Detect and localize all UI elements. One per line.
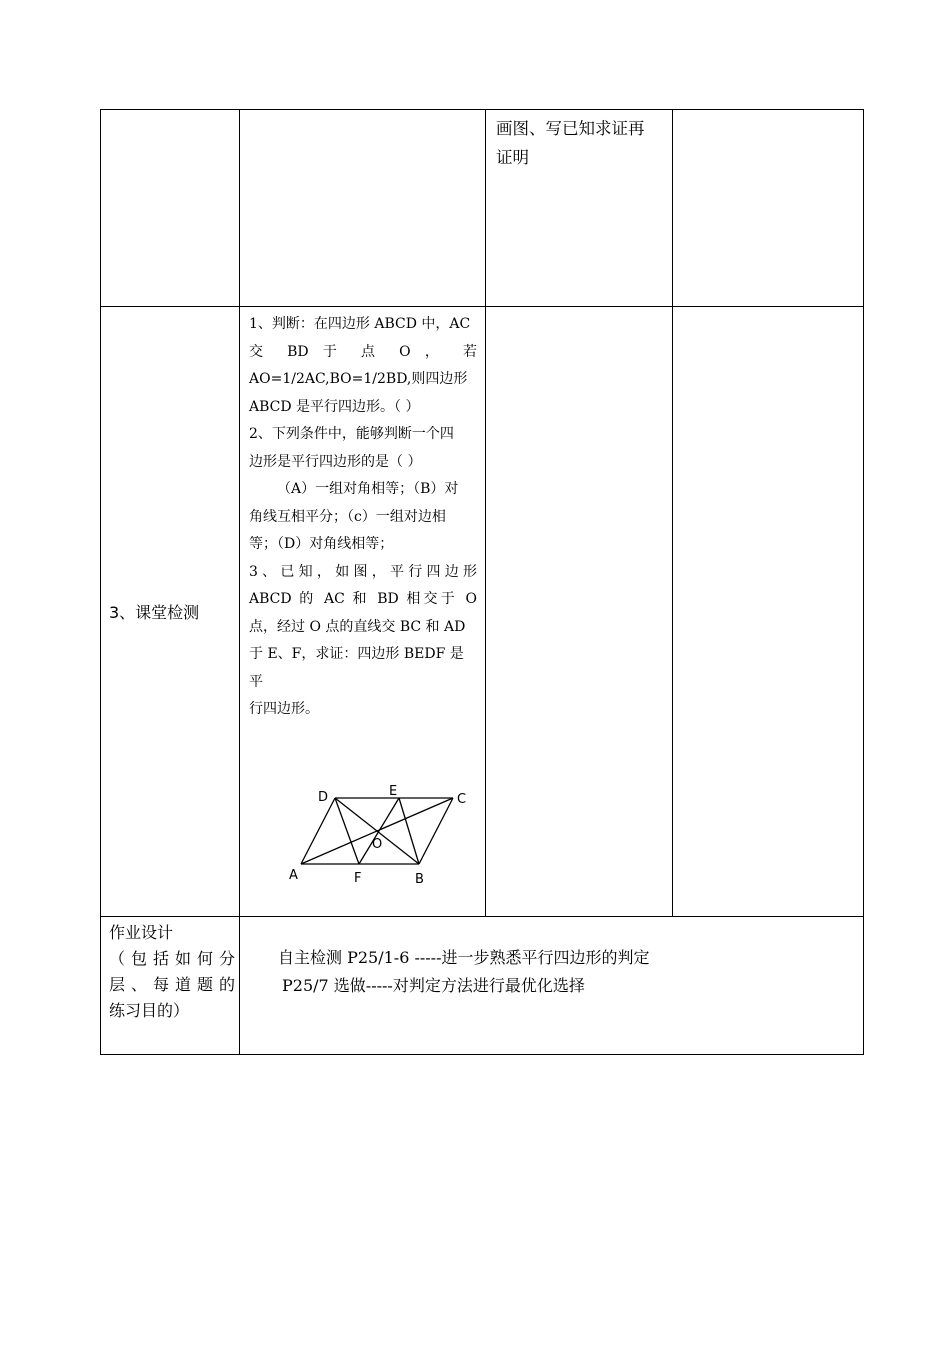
text-line: 边形是平行四边形的是（ ） <box>249 453 422 470</box>
empty-cell <box>486 307 673 917</box>
text-line: 3、已知，如图，平行四边形 <box>249 563 477 580</box>
text-line: 作业设计 <box>109 923 174 942</box>
text-line: ABCD 的 AC 和 BD 相交于 O <box>249 591 477 607</box>
text-line: 2、下列条件中，能够判断一个四 <box>249 426 454 442</box>
text-line: ABCD 是平行四边形。（ ） <box>249 398 420 415</box>
point-label-d: D <box>318 789 329 805</box>
homework-line-2: P25/7 选做-----对判定方法进行最优化选择 <box>282 976 585 995</box>
text-line: 点，经过 O 点的直线交 BC 和 AD <box>249 618 466 635</box>
segment-ef <box>359 798 399 864</box>
lesson-plan-table <box>100 109 864 1055</box>
section-label: 3、课堂检测 <box>101 307 240 917</box>
text-line: 1、判断：在四边形 ABCD 中，AC <box>249 316 471 332</box>
point-label-b: B <box>415 871 424 887</box>
empty-cell <box>101 110 240 307</box>
point-label-f: F <box>354 870 362 886</box>
questions-cell <box>240 307 486 917</box>
homework-line-1: 自主检测 P25/1-6 -----进一步熟悉平行四边形的判定 <box>278 948 650 967</box>
text-line: 层、每道题的 <box>109 975 235 994</box>
question-1 <box>249 311 477 421</box>
text-line: （包括如何分 <box>109 949 235 968</box>
text-line: （A）一组对角相等；（B）对 <box>277 481 459 497</box>
text-line: 于 E、F，求证：四边形 BEDF 是平 <box>249 646 464 690</box>
text-line: 练习目的） <box>109 1001 190 1020</box>
homework-content-cell <box>240 917 864 1055</box>
table-row <box>101 307 864 917</box>
question-2 <box>249 421 477 559</box>
empty-cell <box>240 110 486 307</box>
side-bc <box>419 798 453 864</box>
text-line: 等；（D）对角线相等； <box>249 536 394 552</box>
text-line: 角线互相平分；（c）一组对边相 <box>249 508 446 525</box>
homework-label-cell <box>101 917 240 1055</box>
text-line: 画图、写已知求证再 <box>496 119 645 138</box>
teaching-step-cell <box>486 110 673 307</box>
table-row <box>101 110 864 307</box>
point-label-a: A <box>289 867 298 883</box>
point-label-c: C <box>457 791 467 807</box>
empty-cell <box>673 307 864 917</box>
text-line: AO=1/2AC,BO=1/2BD,则四边形 <box>249 371 468 387</box>
parallelogram-figure <box>277 782 477 892</box>
point-label-o: O <box>372 836 383 852</box>
segment-eb <box>399 798 419 864</box>
text-line: 交 BD 于 点 O ， 若 <box>249 343 477 360</box>
table-row <box>101 917 864 1055</box>
text-line: 证明 <box>496 148 529 167</box>
empty-cell <box>673 110 864 307</box>
text-line: 行四边形。 <box>249 701 319 717</box>
point-label-e: E <box>389 783 398 799</box>
question-3 <box>249 559 477 724</box>
side-da <box>301 798 335 864</box>
